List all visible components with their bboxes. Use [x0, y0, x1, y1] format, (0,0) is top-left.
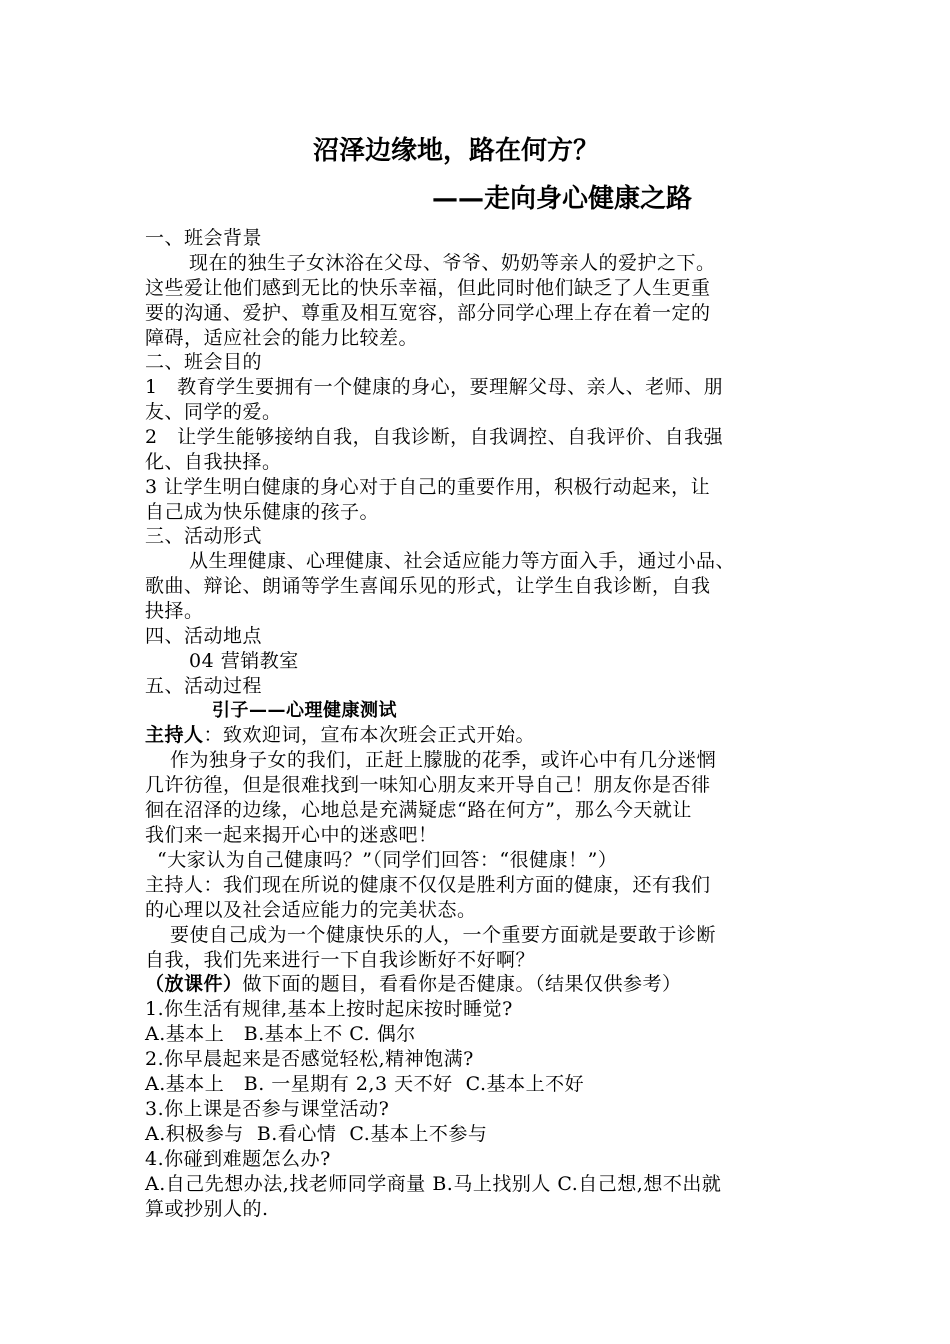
- quote-line: “大家认为自己健康吗？”（同学们回答：“很健康！”）: [157, 849, 618, 871]
- section-1-line: 现在的独生子女沐浴在父母、爷爷、奶奶等亲人的爱护之下。: [189, 252, 716, 274]
- section-2-line: 3 让学生明白健康的身心对于自己的重要作用，积极行动起来，让: [145, 476, 711, 498]
- host-label: 主持人: [145, 724, 204, 746]
- section-2-line: 1 教育学生要拥有一个健康的身心，要理解父母、亲人、老师、朋: [145, 376, 724, 398]
- question-line: 3.你上课是否参与课堂活动?: [145, 1098, 390, 1120]
- section-3-line: 抉择。: [145, 600, 204, 622]
- section-2-heading: 二、班会目的: [145, 351, 263, 373]
- answer-line: A.基本上 B.基本上不 C. 偶尔: [145, 1023, 416, 1045]
- question-line: 2.你早晨起来是否感觉轻松,精神饱满?: [145, 1048, 474, 1070]
- question-line: 4.你碰到难题怎么办?: [145, 1148, 331, 1170]
- intro-paragraph-line: 我们来一起来揭开心中的迷惑吧！: [145, 824, 438, 846]
- host-paragraph-line: 主持人：我们现在所说的健康不仅仅是胜利方面的健康，还有我们: [145, 874, 711, 896]
- host-line-text: ：致欢迎词，宣布本次班会正式开始。: [203, 724, 536, 746]
- intro-heading: 引子——心理健康测试: [212, 700, 397, 721]
- courseware-text: 做下面的题目，看看你是否健康。（结果仅供参考）: [242, 973, 682, 995]
- answer-line: A.基本上 B. 一星期有 2,3 天不好 C.基本上不好: [145, 1073, 585, 1095]
- question-line: 1.你生活有规律,基本上按时起床按时睡觉?: [145, 998, 513, 1020]
- section-3-line: 歌曲、辩论、朗诵等学生喜闻乐见的形式，让学生自我诊断，自我: [145, 575, 711, 597]
- diagnosis-paragraph-line: 要使自己成为一个健康快乐的人，一个重要方面就是要敢于诊断: [170, 924, 717, 946]
- section-1-line: 障碍，适应社会的能力比较差。: [145, 327, 419, 349]
- section-1-line: 这些爱让他们感到无比的快乐幸福，但此同时他们缺乏了人生更重: [145, 277, 711, 299]
- document-title: 沼泽边缘地，路在何方？: [313, 136, 600, 166]
- section-2-line: 友、同学的爱。: [145, 401, 282, 423]
- answer-line: 算或抄别人的.: [145, 1198, 269, 1220]
- section-4-heading: 四、活动地点: [145, 625, 263, 647]
- answer-line: A.积极参与 B.看心情 C.基本上不参与: [145, 1123, 488, 1145]
- section-2-line: 化、自我抉择。: [145, 451, 282, 473]
- section-1-line: 要的沟通、爱护、尊重及相互宽容，部分同学心理上存在着一定的: [145, 302, 711, 324]
- diagnosis-paragraph-line: 自我，我们先来进行一下自我诊断好不好啊？: [145, 949, 536, 971]
- section-1-heading: 一、班会背景: [145, 227, 263, 249]
- courseware-label: （放课件）: [145, 973, 243, 995]
- courseware-line: [145, 972, 682, 996]
- section-3-heading: 三、活动形式: [145, 525, 263, 547]
- section-4-value: 04 营销教室: [189, 650, 299, 672]
- intro-paragraph-line: 徊在沼泽的边缘，心地总是充满疑虑“路在何方”，那么今天就让: [145, 799, 692, 821]
- section-2-line: 2 让学生能够接纳自我，自我诊断，自我调控、自我评价、自我强: [145, 426, 724, 448]
- section-5-heading: 五、活动过程: [145, 675, 263, 697]
- answer-line: A.自己先想办法,找老师同学商量 B.马上找别人 C.自己想,想不出就: [145, 1173, 722, 1195]
- intro-paragraph-line: 几许彷徨，但是很难找到一味知心朋友来开导自己！朋友你是否徘: [145, 774, 711, 796]
- document-subtitle: ——走向身心健康之路: [432, 184, 693, 214]
- intro-paragraph-line: 作为独身子女的我们，正赶上朦胧的花季，或许心中有几分迷惘: [170, 749, 717, 771]
- host-line: [145, 723, 535, 747]
- section-2-line: 自己成为快乐健康的孩子。: [145, 501, 380, 523]
- section-3-line: 从生理健康、心理健康、社会适应能力等方面入手，通过小品、: [189, 550, 736, 572]
- host-paragraph-line: 的心理以及社会适应能力的完美状态。: [145, 899, 477, 921]
